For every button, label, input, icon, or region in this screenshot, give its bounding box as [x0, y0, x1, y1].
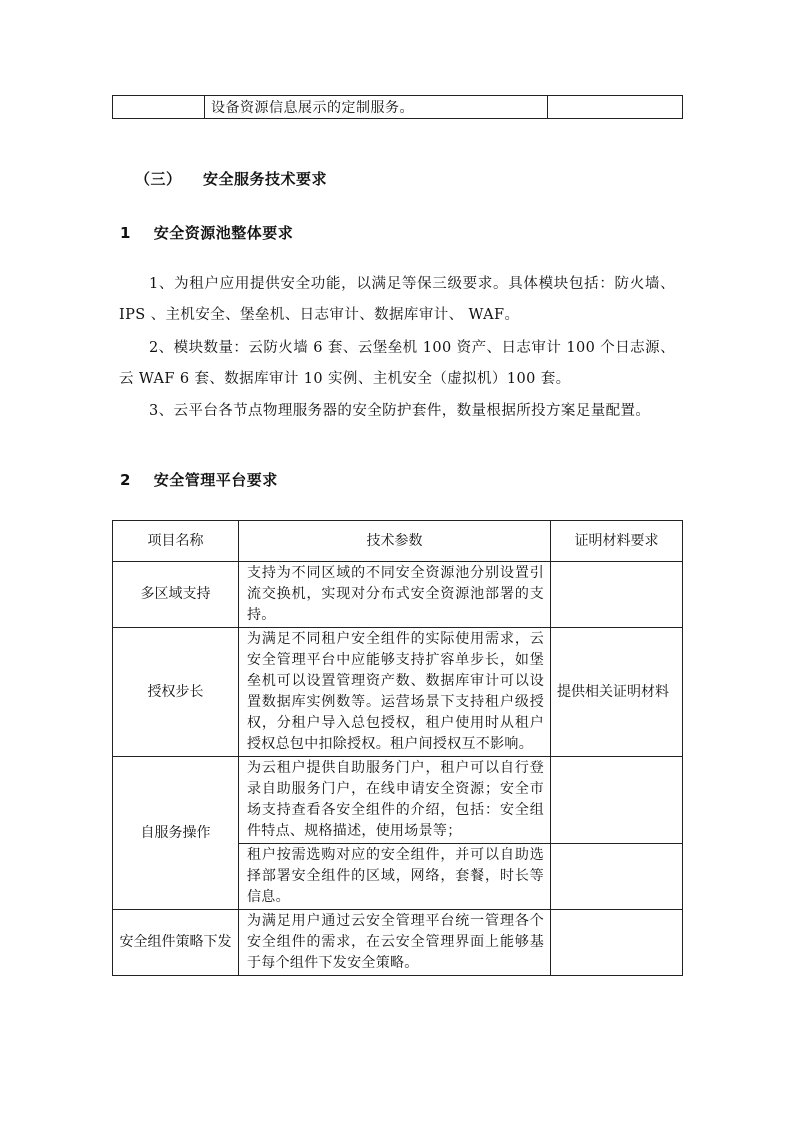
tech-param-cell: 支持为不同区域的不同安全资源池分别设置引流交换机，实现对分布式安全资源池部署的支持。: [239, 562, 551, 628]
proof-cell-empty: [551, 910, 683, 976]
table-cell-empty: [113, 96, 205, 119]
section-title: 安全服务技术要求: [202, 170, 327, 188]
proof-cell-empty: [551, 562, 683, 628]
table-row: [113, 562, 683, 628]
subsection-title: 安全资源池整体要求: [153, 224, 294, 242]
subsection-title: 安全管理平台要求: [153, 471, 278, 489]
subsection-number: 1: [120, 224, 131, 242]
table-row: [113, 910, 683, 976]
table-cell-empty: [548, 96, 683, 119]
tech-param-cell: 租户按需选购对应的安全组件，并可以自助选择部署安全组件的区域，网络，套餐，时长等信息。: [239, 844, 551, 910]
item-name-cell: 安全组件策略下发: [113, 910, 239, 976]
paragraph-quantities: 2、模块数量：云防火墙 6 套、云堡垒机 100 资产、日志审计 100 个日志源、云 WAF 6 套、数据库审计 10 实例、主机安全（虚拟机）100 套。: [119, 340, 675, 387]
proof-cell: 提供相关证明材料: [551, 628, 683, 757]
proof-cell-empty: [551, 757, 683, 844]
tech-param-cell: 为云租户提供自助服务门户，租户可以自行登录自助服务门户，在线申请安全资源；安全市场支持查看各安全组件的介绍，包括：安全组件特点、规格描述，使用场景等；: [239, 757, 551, 844]
header-proof-materials: 证明材料要求: [551, 521, 683, 562]
table-row: [113, 96, 683, 119]
subsection-heading-2: [120, 469, 278, 490]
paragraph-physical-servers: 3、云平台各节点物理服务器的安全防护套件，数量根据所投方案足量配置。: [149, 403, 651, 419]
section-number: （三）: [135, 170, 182, 188]
table-header-row: [113, 521, 683, 562]
tech-param-cell: 为满足用户通过云安全管理平台统一管理各个安全组件的需求，在云安全管理界面上能够基于每个组件下发安全策略。: [239, 910, 551, 976]
tech-param-cell: 为满足不同租户安全组件的实际使用需求，云安全管理平台中应能够支持扩容单步长，如堡垒机可以设置管理资产数、数据库审计可以设置数据库实例数等。运营场景下支持租户级授权，分租户导入总包授权，租户使用时从租户授权总包中扣除授权。租户间授权互不影响。: [239, 628, 551, 757]
table-row: [113, 628, 683, 757]
item-name-cell: 自服务操作: [113, 757, 239, 910]
section-heading: [135, 168, 327, 189]
header-item-name: 项目名称: [113, 521, 239, 562]
table-row: [113, 757, 683, 844]
proof-cell-empty: [551, 844, 683, 910]
header-tech-params: 技术参数: [239, 521, 551, 562]
subsection-number: 2: [120, 471, 131, 489]
item-name-cell: 授权步长: [113, 628, 239, 757]
requirements-table: [112, 520, 683, 976]
item-name-cell: 多区域支持: [113, 562, 239, 628]
continued-table: [112, 95, 683, 119]
paragraph-modules: 1、为租户应用提供安全功能，以满足等保三级要求。具体模块包括：防火墙、 IPS 、主机安全、堡垒机、日志审计、数据库审计、 WAF。: [119, 276, 675, 323]
subsection-heading-1: [120, 222, 293, 243]
table-cell-text: 设备资源信息展示的定制服务。: [205, 96, 548, 119]
